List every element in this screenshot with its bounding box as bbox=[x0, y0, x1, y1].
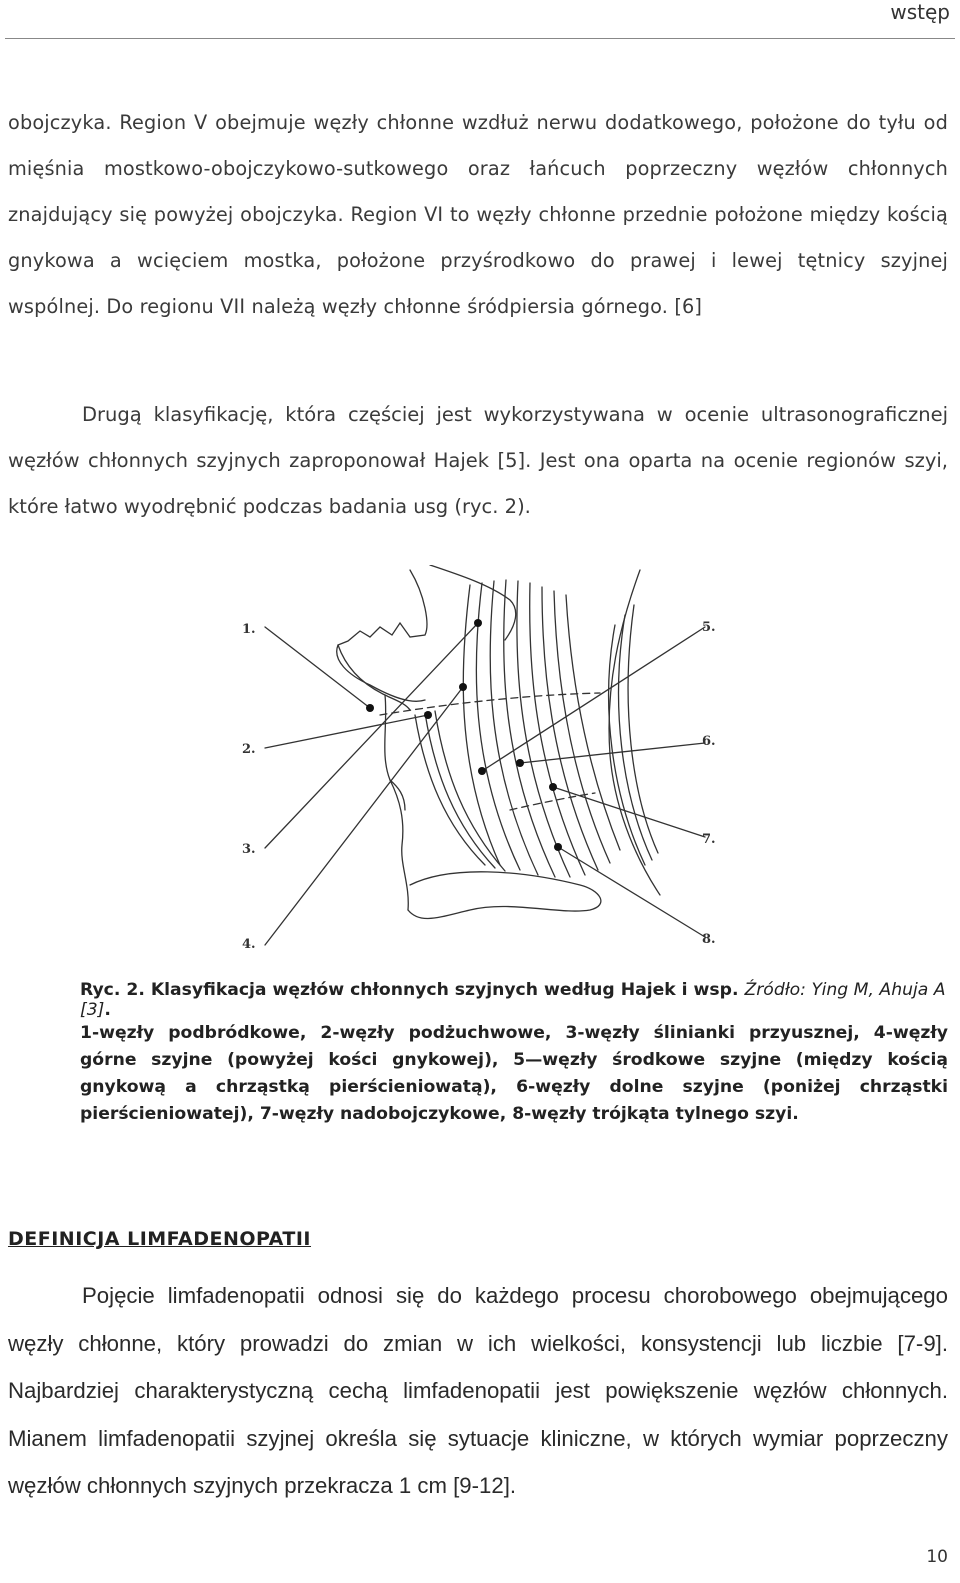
header-rule bbox=[5, 38, 955, 39]
node-dot-7 bbox=[549, 783, 557, 791]
figure-label-8: 8. bbox=[702, 932, 716, 947]
node-dot-6 bbox=[516, 759, 524, 767]
mandible-outline bbox=[338, 645, 410, 710]
node-dot-8 bbox=[554, 843, 562, 851]
figure-label-7: 7. bbox=[702, 832, 716, 847]
figure-caption-legend: 1-węzły podbródkowe, 2-węzły podżuchwowe, 3-węzły ślinianki przyusznej, 4-węzły górne szyjne (powyżej kości gnykowej), 5—węzły środkowe szyjne (między kością gnykową a chrząstką pierścieniowatą), 6-węzły dolne szyjne (poniżej chrząstki pierścieniowatej), 7-węzły nadobojczykowe, 8-węzły trójkąta tylnego szyi. bbox=[80, 1023, 948, 1124]
node-dot-3 bbox=[474, 619, 482, 627]
neck-lymph-node-diagram bbox=[220, 565, 740, 960]
figure-label-6: 6. bbox=[702, 734, 716, 749]
figure-caption-title bbox=[80, 980, 950, 1020]
page-number: 10 bbox=[926, 1547, 948, 1567]
figure-label-5: 5. bbox=[702, 620, 716, 635]
paragraph-regions: obojczyka. Region V obejmuje węzły chłonne wzdłuż nerwu dodatkowego, położone do tyłu od mięśnia mostkowo-obojczykowo-sutkowego oraz łańcuch poprzeczny węzłów chłonnych znajdujący się powyżej obojczyka. Region VI to węzły chłonne przednie położone między kością gnykowa a wcięciem mostka, położone przyśrodkowo do prawej i lewej tętnicy szyjnej wspólnej. Do regionu VII należą węzły chłonne śródpiersia górnego. [6] bbox=[8, 111, 948, 318]
paragraph-hajek: Drugą klasyfikację, która częściej jest wykorzystywana w ocenie ultrasonograficznej węzłów chłonnych szyjnych zaproponował Hajek [5]. Jest ona oparta na ocenie regionów szyi, które łatwo wyodrębnić podczas badania usg (ryc. 2). bbox=[8, 403, 948, 518]
running-header: wstęp bbox=[890, 0, 950, 24]
caption-title-text: Ryc. 2. Klasyfikacja węzłów chłonnych szyjnych według Hajek i wsp. bbox=[80, 980, 745, 1000]
figure-label-4: 4. bbox=[242, 937, 256, 952]
figure-label-2: 2. bbox=[242, 742, 256, 757]
figure-label-3: 3. bbox=[242, 842, 256, 857]
paragraph-definition: Pojęcie limfadenopatii odnosi się do każdego procesu chorobowego obejmującego węzły chłonne, który prowadzi do zmian w ich wielkości, konsystencji lub liczbie [7-9]. Najbardziej charakterystyczną cechą limfadenopatii jest powiększenie węzłów chłonnych. Mianem limfadenopatii szyjnej określa się sytuacje kliniczne, w których wymiar poprzeczny węzłów chłonnych szyjnych przekracza 1 cm [9-12]. bbox=[8, 1283, 948, 1498]
node-dot-5 bbox=[478, 767, 486, 775]
hyoid-level-line bbox=[380, 693, 600, 715]
node-dot-2 bbox=[424, 711, 432, 719]
node-dot-4 bbox=[459, 683, 467, 691]
caption-source-end: . bbox=[104, 1000, 111, 1020]
cricoid-level-line bbox=[510, 793, 595, 810]
neck-back-outline bbox=[609, 570, 660, 895]
caption-source: Źródło: Ying M, Ahuja A [3] bbox=[80, 980, 946, 1020]
figure-label-1: 1. bbox=[242, 622, 256, 637]
jaw-outline bbox=[337, 570, 427, 701]
node-dot-1 bbox=[366, 704, 374, 712]
section-heading: DEFINICJA LIMFADENOPATII bbox=[8, 1228, 312, 1250]
clavicle-outline bbox=[408, 872, 601, 919]
